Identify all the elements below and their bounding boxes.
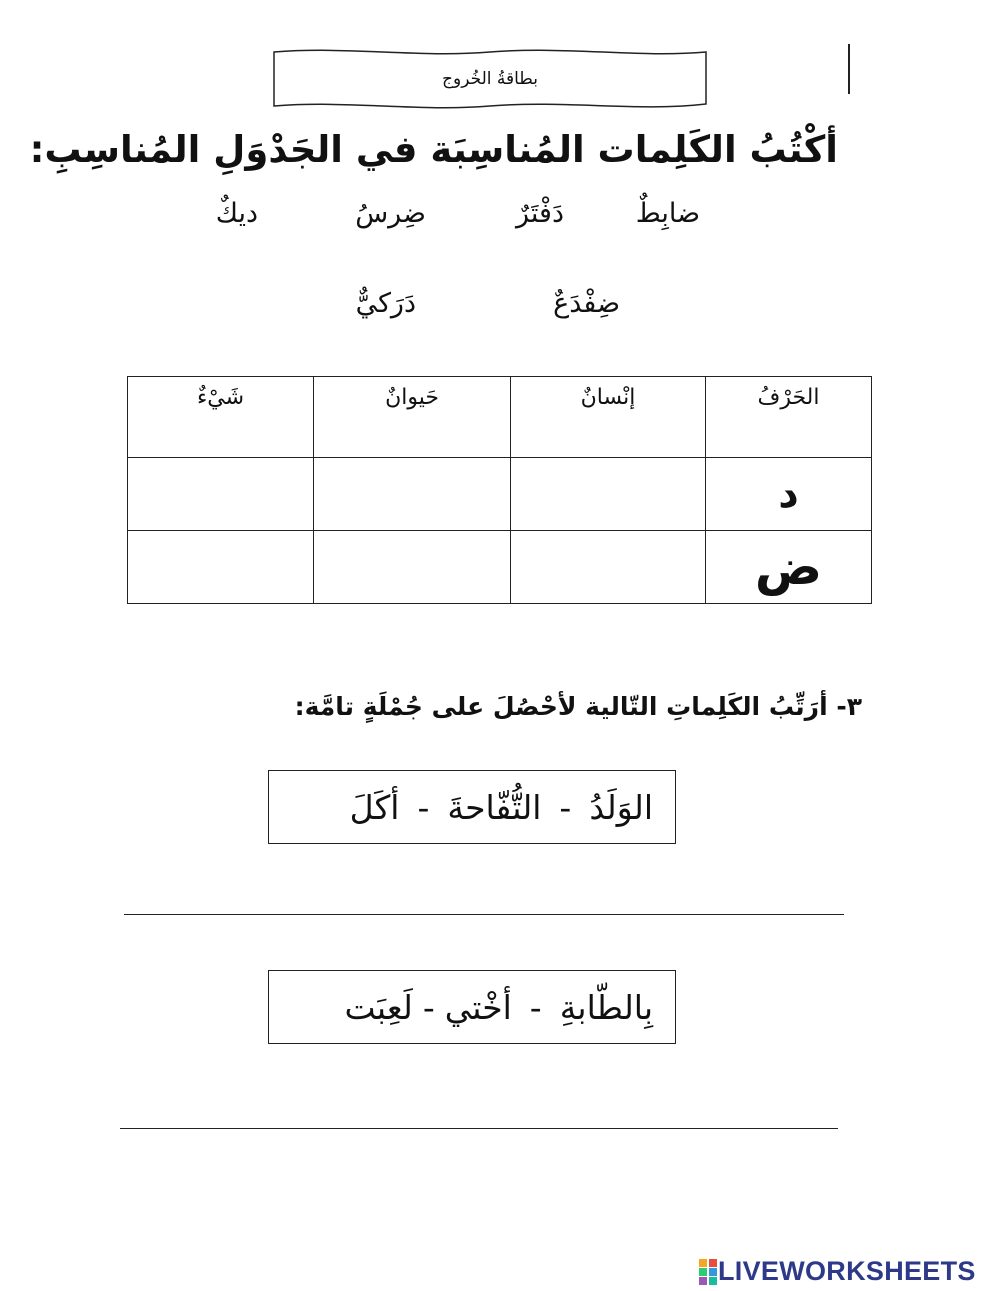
word-bank-item: دَرَكيٌّ: [355, 288, 416, 319]
scrambled-word: لَعِبَت: [344, 987, 413, 1027]
word-bank-item: ضِفْدَعٌ: [553, 288, 620, 319]
banner-title: بطاقةُ الخُروج: [442, 69, 538, 89]
liveworksheets-logo-icon: [698, 1258, 718, 1286]
answer-line-2[interactable]: [120, 1128, 838, 1129]
word-separator: -: [529, 987, 542, 1027]
word-bank-item: ضِرسُ: [355, 198, 426, 229]
word-bank-item: ديكٌ: [215, 198, 258, 229]
scrambled-word: الوَلَدُ: [589, 787, 653, 827]
margin-divider: [848, 44, 850, 94]
sentence-box-1: [268, 770, 676, 844]
answer-cell-human[interactable]: [511, 531, 706, 604]
word-bank-item: ضابِطٌ: [635, 198, 700, 229]
word-separator: -: [559, 787, 572, 827]
sentence-box-2: [268, 970, 676, 1044]
logo-text: LIVEWORKSHEETS: [718, 1256, 976, 1286]
header-human: إنْسانٌ: [511, 377, 706, 458]
answer-cell-animal[interactable]: [314, 458, 511, 531]
classification-table: [127, 376, 872, 604]
header-letter: الحَرْفُ: [706, 377, 872, 458]
table-header-row: [128, 377, 872, 458]
answer-cell-human[interactable]: [511, 458, 706, 531]
letter-dad: ض: [754, 538, 823, 596]
liveworksheets-logo[interactable]: [698, 1256, 976, 1287]
scrambled-word: أخْتي: [444, 987, 512, 1027]
header-thing: شَيْءٌ: [128, 377, 314, 458]
table-row: [128, 531, 872, 604]
answer-cell-thing[interactable]: [128, 458, 314, 531]
word-separator: -: [422, 987, 435, 1027]
word-separator: -: [417, 787, 430, 827]
letter-dal: د: [778, 471, 799, 517]
letter-cell: [706, 531, 872, 604]
answer-cell-animal[interactable]: [314, 531, 511, 604]
exit-card-banner: [268, 44, 712, 120]
answer-line-1[interactable]: [124, 914, 844, 915]
header-animal: حَيوانٌ: [314, 377, 511, 458]
table-row: [128, 458, 872, 531]
answer-cell-thing[interactable]: [128, 531, 314, 604]
instruction-title: أكْتُبُ الكَلِمات المُناسِبَة في الجَدْوَلِ المُناسِبِ:: [29, 128, 838, 171]
scrambled-word: أكَلَ: [349, 787, 400, 827]
scrambled-word: التُّفّاحةَ: [447, 787, 542, 827]
scrambled-word: بِالطّابةِ: [559, 987, 653, 1027]
letter-cell: [706, 458, 872, 531]
question-3-title: ٣- أرَتِّبُ الكَلِماتِ التّالية لأحْصُلَ على جُمْلَةٍ تامَّة:: [294, 692, 862, 721]
word-bank-item: دَفْتَرٌ: [516, 198, 564, 229]
